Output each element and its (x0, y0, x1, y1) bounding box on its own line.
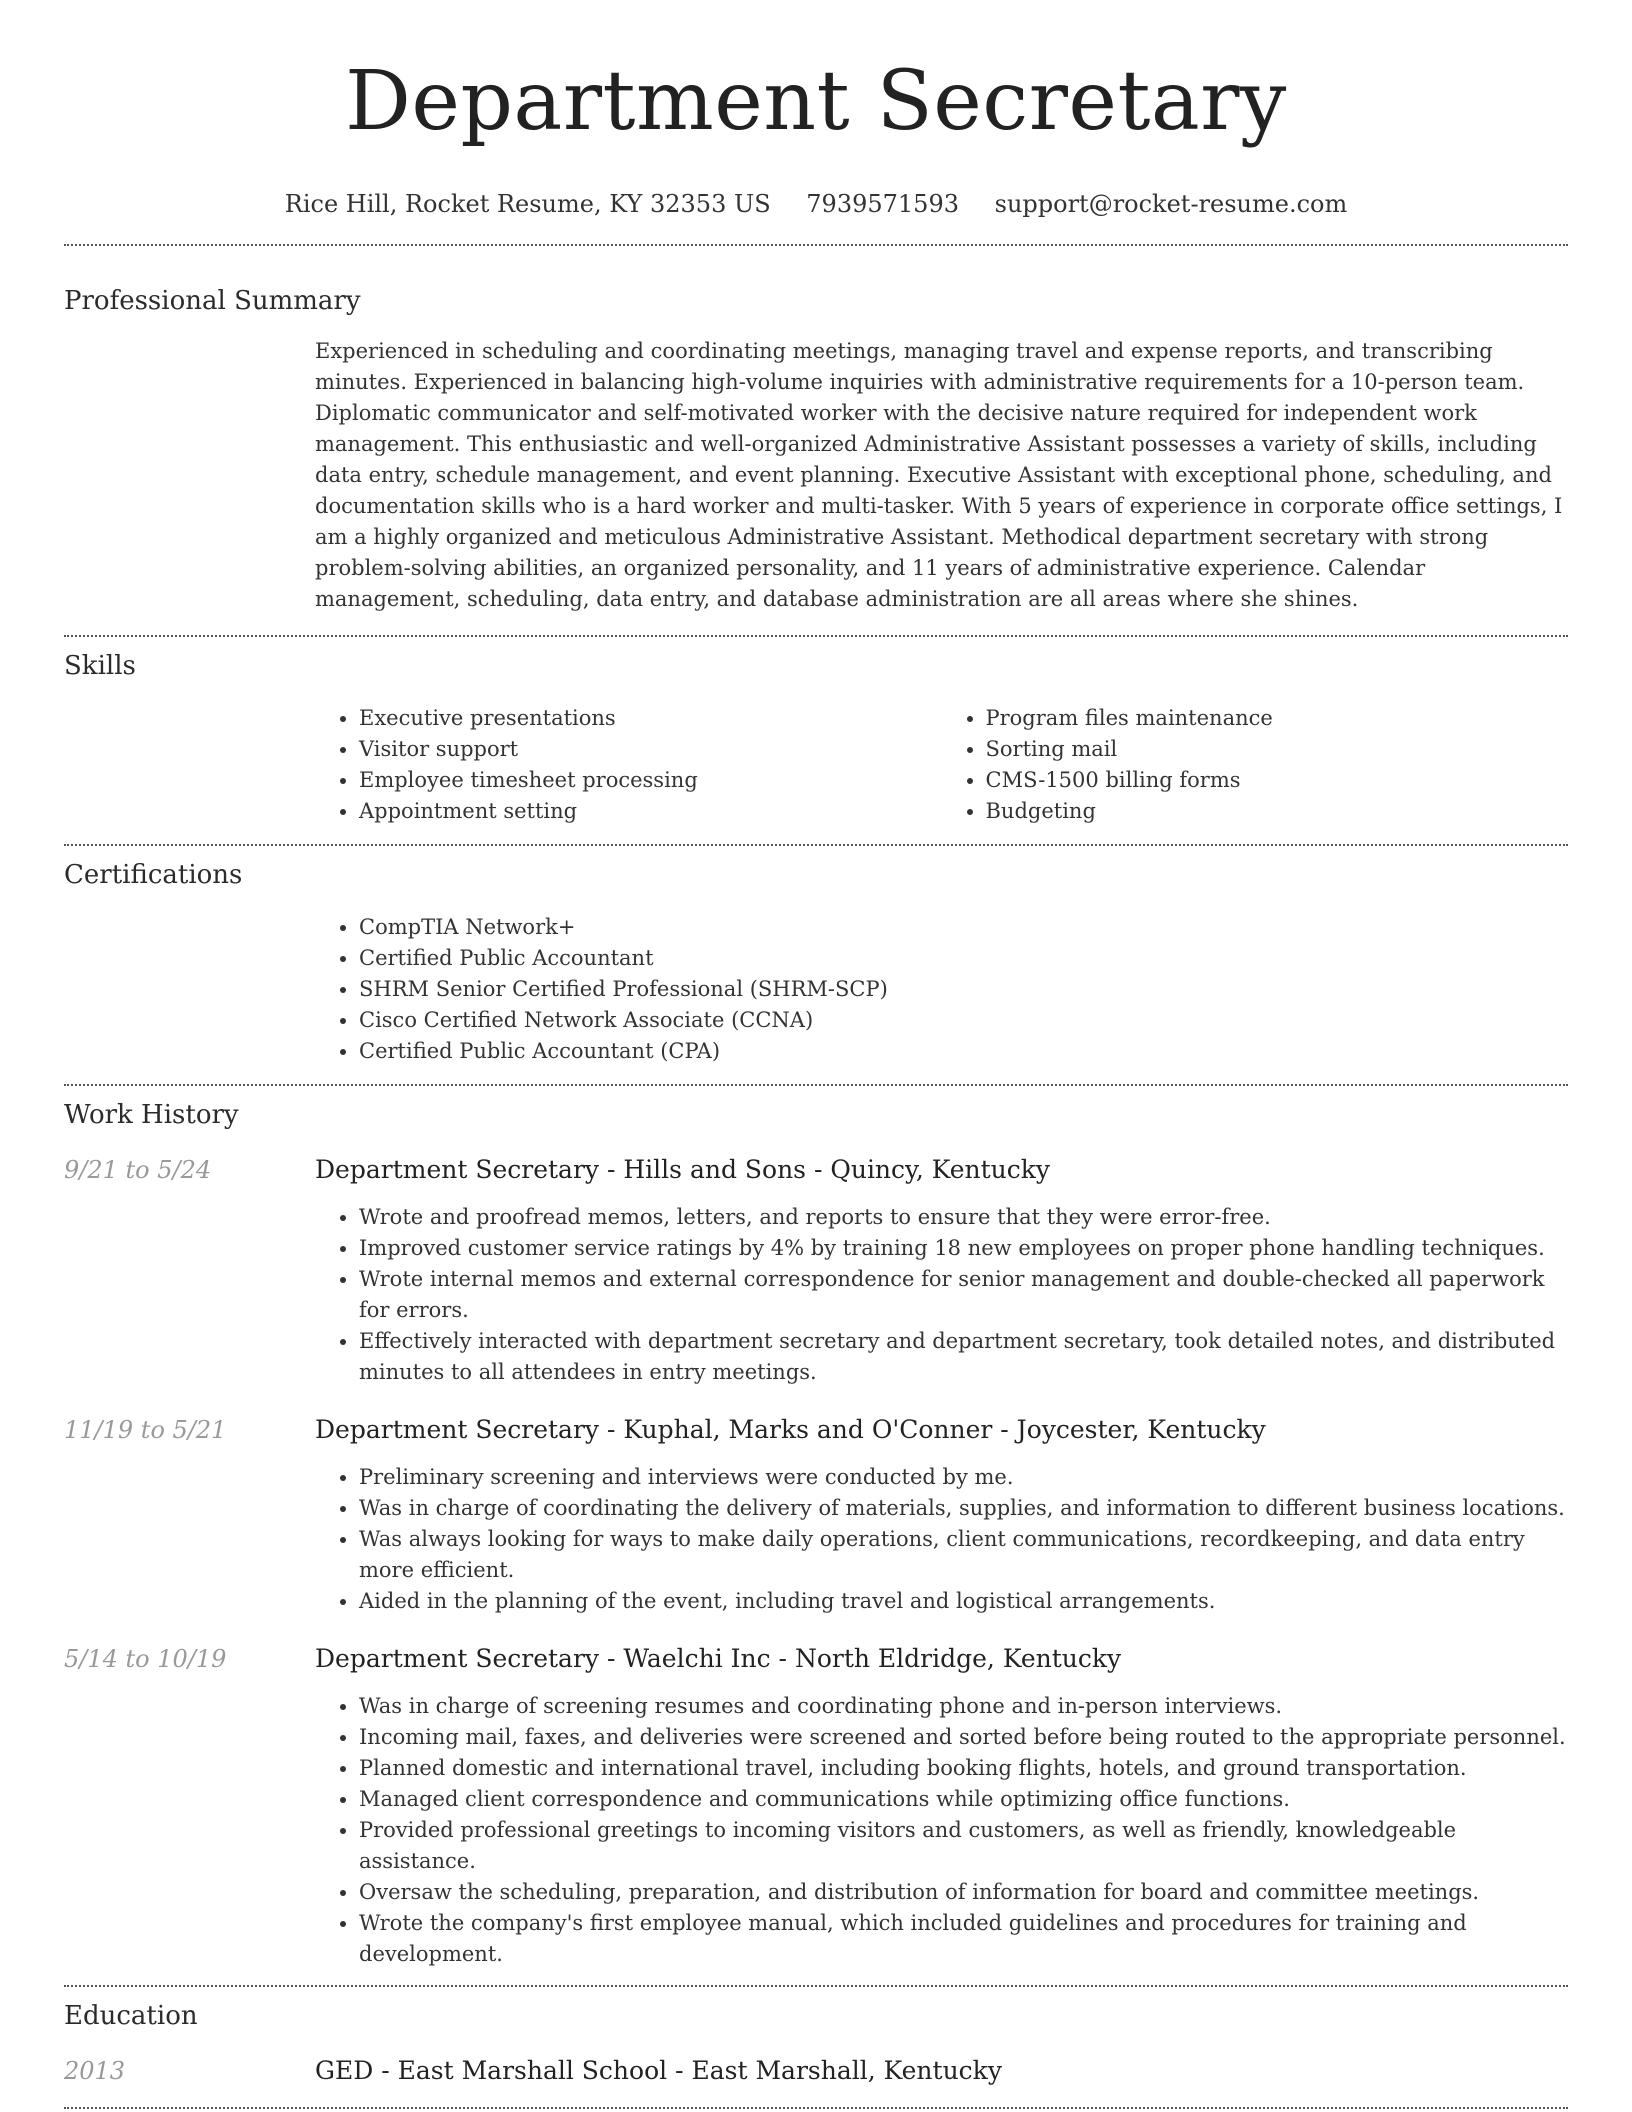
job-details (315, 1691, 1568, 1970)
job-bullet: • Was in charge of coordinating the delivery of materials, supplies, and information to different business locations. (359, 1493, 1568, 1524)
job-bullet: • Wrote internal memos and external correspondence for senior management and double-checked all paperwork for errors. (359, 1264, 1568, 1326)
skill-item: • Executive presentations (359, 703, 942, 734)
job-bullets (315, 1462, 1568, 1617)
job-details (315, 1462, 1568, 1617)
job-bullet: • Managed client correspondence and communications while optimizing office functions. (359, 1784, 1568, 1815)
skill-item: • CMS-1500 billing forms (986, 765, 1569, 796)
job-bullet: • Oversaw the scheduling, preparation, and distribution of information for board and committee meetings. (359, 1877, 1568, 1908)
job-entry (64, 1414, 1568, 1617)
contact-email: support@rocket-resume.com (994, 190, 1348, 218)
job-heading: Department Secretary - Kuphal, Marks and O'Conner - Joycester, Kentucky (315, 1415, 1266, 1444)
certifications-heading: Certifications (64, 860, 243, 890)
skills-list-right (942, 703, 1569, 827)
skill-item: • Employee timesheet processing (359, 765, 942, 796)
job-header (64, 1154, 1568, 1186)
skill-item: • Sorting mail (986, 734, 1569, 765)
section-divider (64, 635, 1568, 637)
section-divider (64, 2107, 1568, 2109)
job-bullet: • Aided in the planning of the event, including travel and logistical arrangements. (359, 1586, 1568, 1617)
work-history-heading: Work History (64, 1100, 239, 1130)
job-bullet: • Planned domestic and international travel, including booking flights, hotels, and ground transportation. (359, 1753, 1568, 1784)
education-section (64, 1999, 1568, 2087)
skills-heading: Skills (64, 651, 136, 681)
contact-line (64, 188, 1568, 220)
work-history-section (64, 1098, 1568, 1970)
section-divider (64, 1985, 1568, 1987)
resume-header (64, 52, 1568, 220)
certification-item: • CompTIA Network+ (359, 912, 1568, 943)
job-header (64, 1643, 1568, 1675)
education-heading-line: GED - East Marshall School - East Marshall, Kentucky (315, 2056, 1002, 2085)
skill-item: • Budgeting (986, 796, 1569, 827)
skills-list-left (315, 703, 942, 827)
job-dates: 9/21 to 5/24 (64, 1156, 212, 1184)
summary-heading: Professional Summary (64, 286, 361, 316)
resume-page (64, 0, 1568, 2109)
job-header (64, 1414, 1568, 1446)
resume-name: Department Secretary (345, 54, 1287, 149)
job-bullet: • Improved customer service ratings by 4% by training 18 new employees on proper phone handling techniques. (359, 1233, 1568, 1264)
job-dates: 5/14 to 10/19 (64, 1645, 227, 1673)
skill-item: • Visitor support (359, 734, 942, 765)
job-dates: 11/19 to 5/21 (64, 1416, 227, 1444)
certification-item: • Certified Public Accountant (CPA) (359, 1036, 1568, 1067)
education-heading: Education (64, 2001, 198, 2031)
section-divider (64, 844, 1568, 846)
job-bullets (315, 1691, 1568, 1970)
section-divider (64, 1084, 1568, 1086)
certifications-list (315, 912, 1568, 1067)
job-heading: Department Secretary - Waelchi Inc - North Eldridge, Kentucky (315, 1644, 1122, 1673)
job-heading: Department Secretary - Hills and Sons - Quincy, Kentucky (315, 1155, 1051, 1184)
job-entry (64, 1154, 1568, 1388)
certifications-block (315, 912, 1568, 1067)
certification-item: • Certified Public Accountant (359, 943, 1568, 974)
skills-grid (315, 703, 1568, 827)
section-divider (64, 244, 1568, 246)
summary-section (64, 284, 1568, 615)
contact-phone: 7939571593 (806, 190, 959, 218)
job-bullet: • Was in charge of screening resumes and coordinating phone and in-person interviews. (359, 1691, 1568, 1722)
job-bullet: • Effectively interacted with department secretary and department secretary, took detailed notes, and distributed minutes to all attendees in entry meetings. (359, 1326, 1568, 1388)
job-details (315, 1202, 1568, 1388)
job-bullet: • Provided professional greetings to incoming visitors and customers, as well as friendly, knowledgeable assistance. (359, 1815, 1568, 1877)
job-entry (64, 1643, 1568, 1970)
job-bullet: • Preliminary screening and interviews were conducted by me. (359, 1462, 1568, 1493)
contact-address: Rice Hill, Rocket Resume, KY 32353 US (284, 190, 771, 218)
job-bullets (315, 1202, 1568, 1388)
certifications-section (64, 858, 1568, 1067)
certification-item: • SHRM Senior Certified Professional (SHRM-SCP) (359, 974, 1568, 1005)
certification-item: • Cisco Certified Network Associate (CCNA) (359, 1005, 1568, 1036)
skills-section (64, 649, 1568, 827)
skill-item: • Appointment setting (359, 796, 942, 827)
education-entry (64, 2055, 1568, 2087)
summary-text: Experienced in scheduling and coordinating meetings, managing travel and expense reports, and transcribing minutes. Experienced in balancing high-volume inquiries with administrative requirements for a 10-person team. Diplomatic communicator and self-motivated worker with the decisive nature required for independent work management. This enthusiastic and well-organized Administrative Assistant possesses a variety of skills, including data entry, schedule management, and event planning. Executive Assistant with exceptional phone, scheduling, and documentation skills who is a hard worker and multi-tasker. With 5 years of experience in corporate office settings, I am a highly organized and meticulous Administrative Assistant. Methodical department secretary with strong problem-solving abilities, an organized personality, and 11 years of administrative experience. Calendar management, scheduling, data entry, and database administration are all areas where she shines. (315, 339, 1563, 611)
job-bullet: • Wrote and proofread memos, letters, and reports to ensure that they were error-free. (359, 1202, 1568, 1233)
job-bullet: • Incoming mail, faxes, and deliveries were screened and sorted before being routed to the appropriate personnel. (359, 1722, 1568, 1753)
skill-item: • Program files maintenance (986, 703, 1569, 734)
job-bullet: • Was always looking for ways to make daily operations, client communications, recordkeeping, and data entry more efficient. (359, 1524, 1568, 1586)
job-bullet: • Wrote the company's first employee manual, which included guidelines and procedures for training and development. (359, 1908, 1568, 1970)
education-date: 2013 (64, 2057, 126, 2085)
